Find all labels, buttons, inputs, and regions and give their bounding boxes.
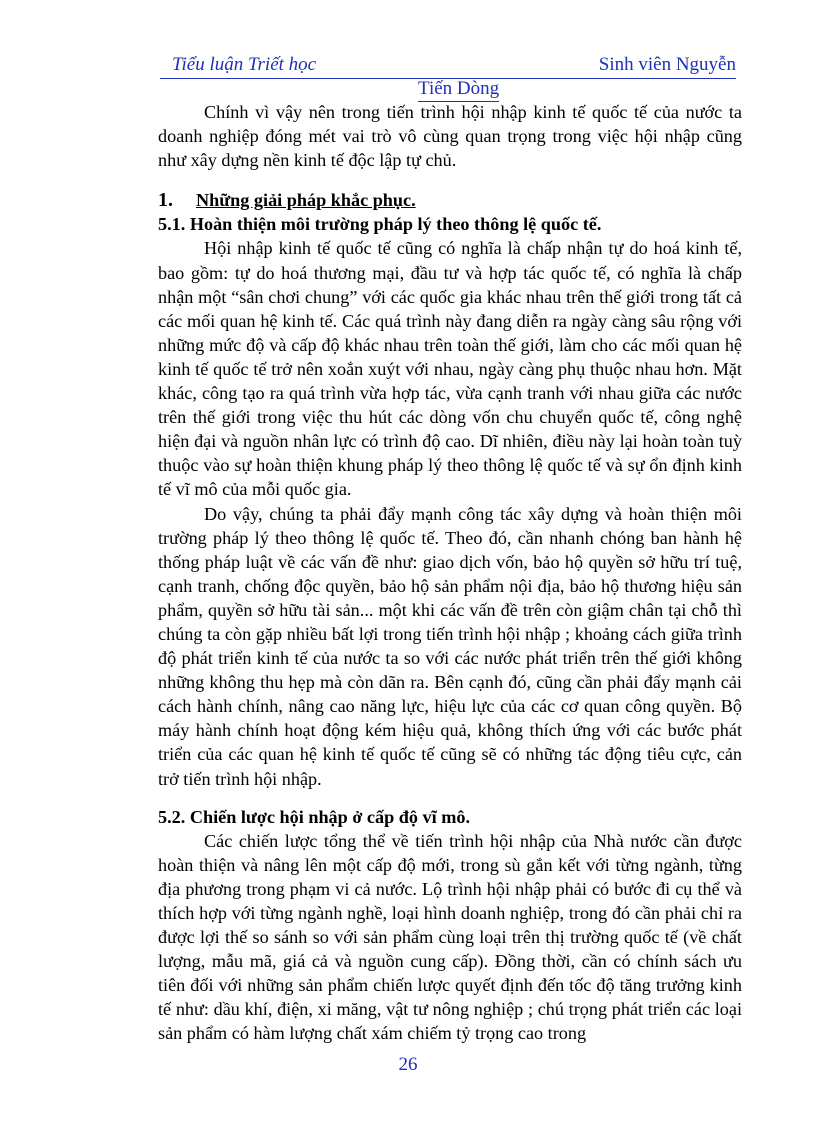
section-1-title: Những giải pháp khắc phục.	[196, 190, 416, 211]
running-header	[160, 52, 736, 79]
intro-paragraph: Chính vì vậy nên trong tiến trình hội nhập kinh tế quốc tế của nước ta doanh nghiệp đóng mét vai trò vô cùng quan trọng trong việc hội nhập cũng như xây dựng nền kinh tế độc lập tự chủ.	[158, 102, 742, 171]
header-author-continued: Tiến Dòng	[418, 78, 499, 102]
section-5-1-paragraph: Do vậy, chúng ta phải đẩy mạnh công tác xây dựng và hoàn thiện môi trường pháp lý theo thông lệ quốc tế. Theo đó, cần nhanh chóng ban hành hệ thống pháp luật về các vấn đề như: giao dịch vốn, bảo hộ quyền sở hữu trí tuệ, cạnh tranh, chống độc quyền, bảo hộ sản phẩm nội địa, bảo hộ thương hiệu sản phẩm, quyền sở hữu tài sản... một khi các vấn đề trên còn giậm chân tại chỗ thì chúng ta còn gặp nhiều bất lợi trong tiến trình hội nhập ; khoảng cách giữa trình độ phát triển kinh tế của nước ta so với các nước phát triển trên thế giới không những không thu hẹp mà còn dãn ra. Bên cạnh đó, cũng cần phải đẩy mạnh cải cách hành chính, nâng cao năng lực, hiệu lực của các cơ quan công quyền. Bộ máy hành chính hoạt động kém hiệu quả, không thích ứng với các bước phát triển của các quan hệ kinh tế quốc tế cũng sẽ có những tác động tiêu cực, cản trở tiến trình hội nhập.	[158, 503, 742, 789]
section-5-2-title: 5.2. Chiến lược hội nhập ở cấp độ vĩ mô.	[158, 806, 471, 827]
header-author: Sinh viên Nguyễn	[598, 54, 736, 75]
section-1-number: 1.	[158, 189, 173, 212]
spacer	[158, 791, 742, 805]
page-number: 26	[398, 1054, 418, 1075]
section-5-1-paragraph: Hội nhập kinh tế quốc tế cũng có nghĩa là chấp nhận tự do hoá kinh tế, bao gồm: tự do hoá thương mại, đầu tư và hợp tác quốc tế, có nghĩa là chấp nhận một “sân chơi chung” với các quốc gia khác nhau trên thế giới trong tất cả các mối quan hệ kinh tế. Các quá trình này đang diễn ra ngày càng sâu rộng với những mức độ và cấp độ khác nhau trên toàn thế giới, làm cho các mối quan hệ kinh tế quốc tế trở nên xoắn xuýt với nhau, ngày càng phụ thuộc nhau hơn. Mặt khác, công tạo ra quá trình vừa hợp tác, vừa cạnh tranh với nhau giữa các nước trên thế giới trong việc thu hút các dòng vốn chu chuyển quốc tế, công nghệ hiện đại và nguồn nhân lực có trình độ cao. Dĩ nhiên, điều này lại hoàn toàn tuỳ thuộc vào sự hoàn thiện khung pháp lý theo thông lệ quốc tế và sự ổn định kinh tế vĩ mô của mỗi quốc gia.	[158, 238, 742, 500]
header-title: Tiểu luận Triết học	[172, 54, 317, 75]
document-body	[158, 100, 742, 1046]
section-5-2-paragraph: Các chiến lược tổng thể về tiến trình hội nhập của Nhà nước cần được hoàn thiện và nâng lên một cấp độ mới, trong sù gắn kết với từng ngành, từng địa phương trong phạm vi cả nước. Lộ trình hội nhập phải có bước đi cụ thể và thích hợp với từng ngành nghề, loại hình doanh nghiệp, trong đó cần phải chỉ ra được lợi thế so sánh so với sản phẩm cùng loại trên thị trường quốc tế (về chất lượng, mẫu mã, giá cả và nguồn cung cấp). Đồng thời, cần có chính sách ưu tiên đối với những sản phẩm chiến lược quyết định đến tốc độ tăng trưởng kinh tế như: dầu khí, điện, xi măng, vật tư nông nghiệp ; chú trọng phát triển các loại sản phẩm có hàm lượng chất xám chiếm tỷ trọng cao trong	[158, 830, 742, 1044]
section-5-1-title: 5.1. Hoàn thiện môi trường pháp lý theo thông lệ quốc tế.	[158, 214, 602, 235]
section-1-heading	[158, 188, 742, 212]
